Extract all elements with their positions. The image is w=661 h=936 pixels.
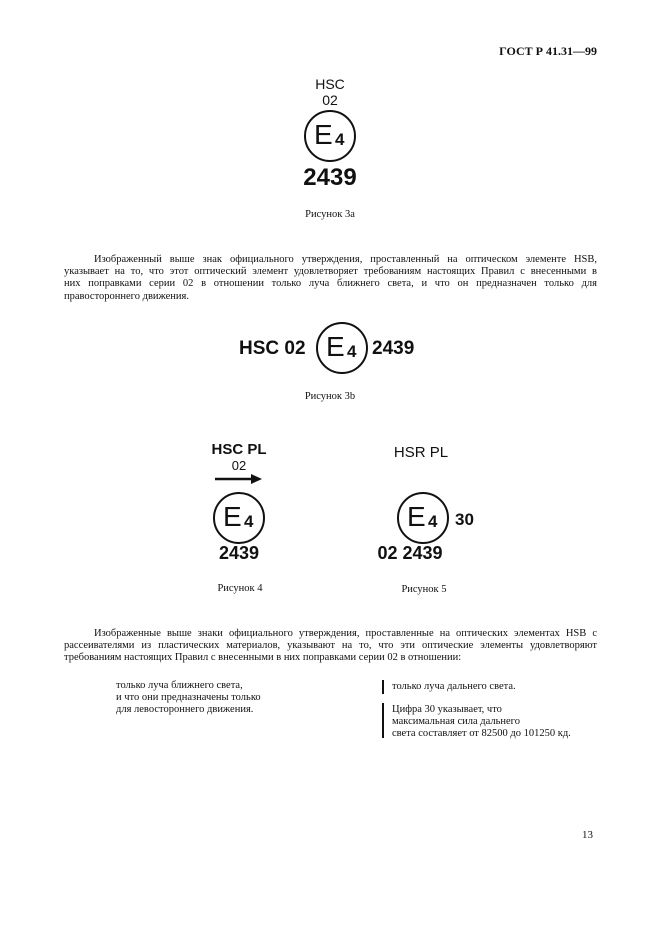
fig4-approval-number: 2439	[218, 543, 260, 563]
fig3a-line2: 02	[322, 92, 338, 108]
fig3b-e-letter: E	[326, 331, 345, 362]
right-column-line: максимальная сила дальнего	[392, 716, 520, 727]
paragraph-1-line: правостороннего движения.	[64, 290, 189, 302]
fig3b-prefix: HSC 02	[239, 338, 306, 359]
left-column	[116, 680, 316, 716]
fig5-e-letter: E	[407, 501, 426, 532]
paragraph-1-line: указывает на то, что этот оптический элемент удовлетворяет требованиям настоящих Правил с внесенными в	[64, 266, 597, 278]
fig5-e-number: 4	[428, 512, 438, 531]
paragraph-1	[64, 254, 597, 303]
paragraph-1-line: них поправками серии 02 в отношении только луча ближнего света, и что он предназначен только для	[64, 278, 597, 290]
fig4-approval-circle	[213, 492, 265, 544]
right-column-line: света составляет от 82500 до 101250 кд.	[392, 728, 571, 739]
right-column-item-2	[392, 704, 622, 740]
standard-header: ГОСТ Р 41.31—99	[499, 44, 597, 58]
right-arrow-icon	[215, 473, 263, 485]
fig3b-caption: Рисунок 3b	[304, 391, 356, 402]
fig3b-e-number: 4	[347, 342, 357, 361]
fig4-line2: 02	[231, 458, 247, 473]
fig4-caption: Рисунок 4	[217, 583, 263, 594]
fig3b-approval-number: 2439	[372, 338, 415, 359]
fig5-side-number: 30	[455, 510, 474, 529]
right-column-bar-2	[382, 703, 384, 738]
fig3a-line1: HSC	[315, 76, 345, 92]
fig5-approval-number: 02 2439	[377, 543, 443, 563]
fig4-e-number: 4	[244, 512, 254, 531]
fig3a-caption: Рисунок 3а	[305, 209, 355, 220]
left-column-line: для левостороннего движения.	[116, 704, 254, 715]
fig3a-e-letter: E	[314, 119, 333, 150]
paragraph-2	[64, 628, 597, 665]
right-column-line: Цифра 30 указывает, что	[392, 704, 502, 715]
right-column-item-1: только луча дальнего света.	[392, 681, 516, 692]
paragraph-2-line: требованиям настоящих Правил с внесенными в них поправками серии 02 в отношении:	[64, 652, 462, 664]
paragraph-2-line: рассеивателями из пластических материалов, указывают на то, что эти оптические элементы удовлетворяют	[64, 640, 597, 652]
fig4-e-letter: E	[223, 501, 242, 532]
paragraph-1-line: Изображенный выше знак официального утверждения, проставленный на оптическом элементе HSB,	[94, 254, 597, 265]
fig3a-e-number: 4	[335, 130, 345, 149]
fig3b-approval-circle	[316, 322, 368, 374]
fig4-line1: HSC PL	[211, 441, 267, 458]
left-column-line: только луча ближнего света,	[116, 680, 243, 691]
fig5-approval-circle	[397, 492, 449, 544]
page-number: 13	[582, 829, 593, 841]
fig5-line1: HSR PL	[393, 444, 449, 461]
fig3a-approval-circle	[304, 110, 356, 162]
left-column-line: и что они предназначены только	[116, 692, 261, 703]
fig3a-approval-number: 2439	[303, 164, 357, 191]
right-column-bar-1	[382, 680, 384, 694]
paragraph-2-line: Изображенные выше знаки официального утверждения, проставленные на оптических элементах HSB с	[94, 628, 597, 639]
fig5-caption: Рисунок 5	[401, 584, 447, 595]
